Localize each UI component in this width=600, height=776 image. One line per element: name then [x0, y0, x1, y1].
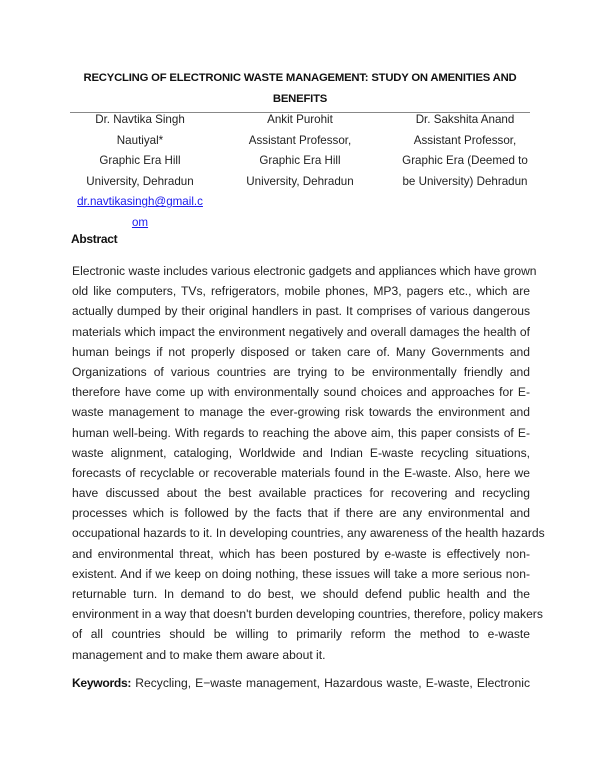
abstract-body: [72, 261, 545, 665]
abstract-line: human well-being. With regards to reaching the above aim, this paper consists of E-: [72, 425, 530, 440]
abstract-line: existent. And if we keep on doing nothing, these issues will take a more serious non-: [72, 566, 530, 581]
keywords-label: Keywords:: [72, 676, 132, 690]
abstract-line: occupational hazards to it. In developing countries, any awareness of the health hazards: [72, 526, 545, 541]
author-1: [60, 110, 220, 234]
author-line: Graphic Era Hill: [259, 154, 341, 168]
abstract-heading: Abstract: [71, 232, 118, 246]
abstract-line: environment in a way that doesn't burden developing countries, therefore, policy makers: [72, 607, 543, 622]
abstract-line: actually dumped by their original handlers in past. It comprises of various dangerous: [72, 304, 530, 319]
author-line: University, Dehradun: [86, 174, 194, 188]
author-email-link[interactable]: dr.navtikasingh@gmail.c: [77, 195, 203, 209]
keywords: [72, 676, 530, 690]
author-line: Ankit Purohit: [267, 113, 333, 126]
author-line: Nautiyal*: [116, 133, 164, 147]
keywords-text: Recycling, E−waste management, Hazardous waste, E-waste, Electronic: [135, 676, 530, 690]
title-line: RECYCLING OF ELECTRONIC WASTE MANAGEMENT: STUDY ON AMENITIES AND: [83, 72, 517, 84]
abstract-line: materials which impact the environment negatively and overall damages the health of: [72, 324, 530, 339]
abstract-line: Organizations of various countries are trying to be environmentally friendly and: [72, 364, 530, 379]
abstract-line: of all countries should be willing to primarily reform the method to e-waste: [72, 627, 530, 642]
abstract-line: forecasts of recyclable or recoverable materials found in the E-waste. Also, here we: [72, 465, 530, 480]
author-line: be University) Dehradun: [402, 174, 528, 188]
author-line: Dr. Navtika Singh: [95, 113, 185, 126]
author-line: Dr. Sakshita Anand: [415, 113, 515, 126]
author-line: Graphic Era (Deemed to: [402, 154, 528, 168]
abstract-line: human beings if not properly disposed or taken care of. Many Governments and: [72, 344, 530, 359]
author-3: [385, 110, 545, 192]
author-line: Graphic Era Hill: [99, 154, 181, 168]
author-line: Assistant Professor,: [413, 133, 517, 147]
author-email-link[interactable]: om: [131, 215, 149, 229]
abstract-line: have discussed about the best available practices for recovering and recycling: [72, 486, 530, 501]
abstract-line: waste alignment, cataloging, Worldwide and Indian E-waste recycling situations,: [72, 445, 530, 460]
abstract-line: therefore have come up with environmentally sound choices and approaches for E-: [72, 385, 530, 400]
abstract-line: old like computers, TVs, refrigerators, mobile phones, MP3, pagers etc., which are: [72, 284, 530, 299]
abstract-line: management and to make them aware about it.: [72, 647, 326, 662]
author-2: [220, 110, 380, 192]
abstract-line: returnable turn. In demand to do best, we should defend public health and the: [72, 587, 530, 601]
abstract-line: Electronic waste includes various electronic gadgets and appliances which have grown: [72, 264, 537, 278]
abstract-line: and environmental threat, which has been postured by e-waste is effectively non-: [72, 546, 530, 561]
paper-title: [60, 68, 540, 110]
title-line: BENEFITS: [272, 93, 328, 105]
abstract-line: waste management to manage the ever-growing risk towards the environment and: [72, 405, 530, 420]
author-line: Assistant Professor,: [248, 133, 352, 147]
abstract-line: processes which is followed by the facts that if there are any environmental and: [72, 506, 530, 521]
author-line: University, Dehradun: [246, 174, 354, 188]
